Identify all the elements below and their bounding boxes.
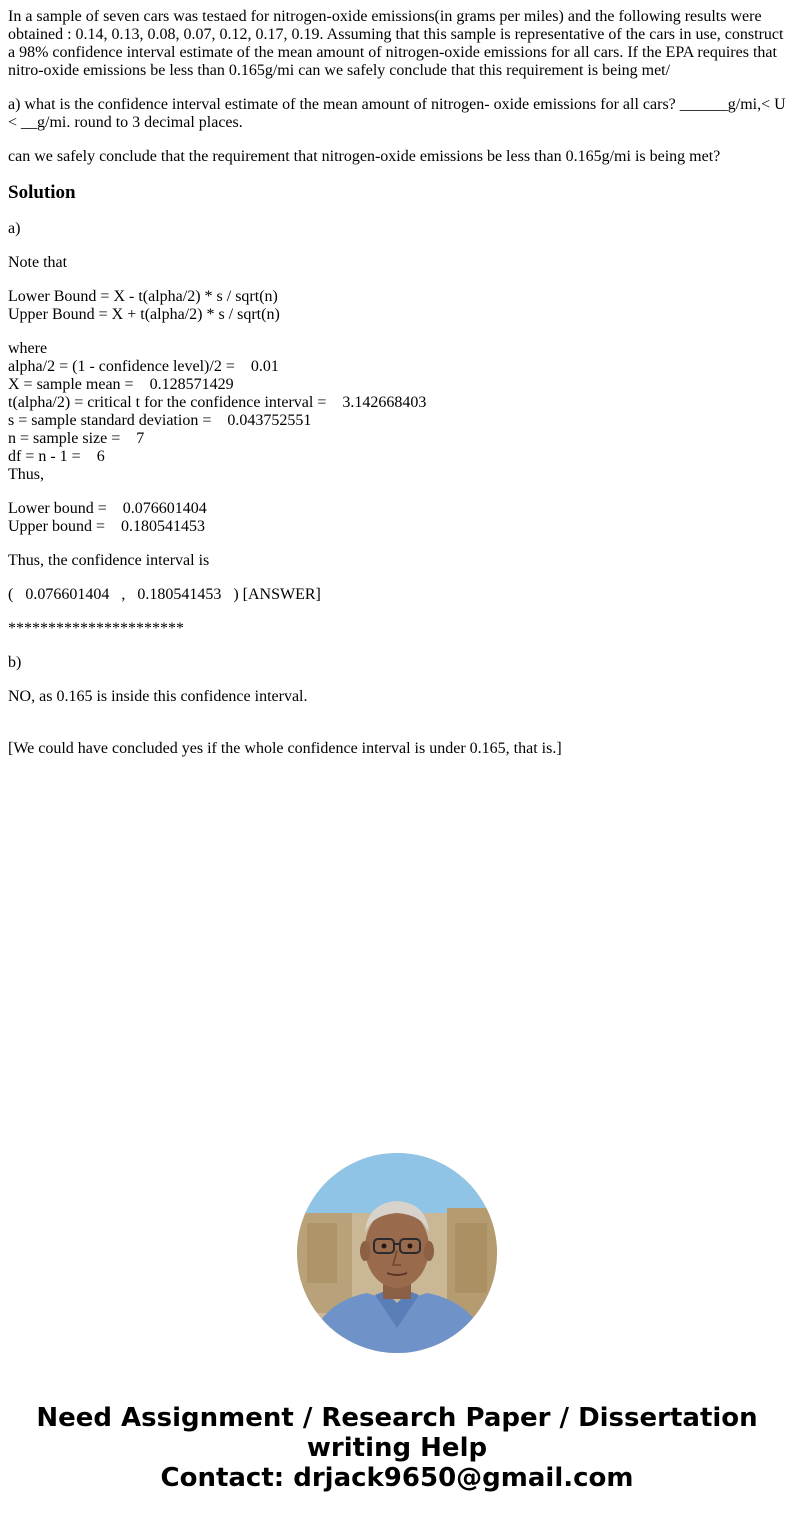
alpha-line: alpha/2 = (1 - confidence level)/2 = 0.01 <box>8 358 279 375</box>
promo-line-1: Need Assignment / Research Paper / Dissertation <box>36 1403 758 1433</box>
parameters-block <box>8 340 786 484</box>
spacer <box>8 722 786 740</box>
solution-note: Note that <box>8 254 68 271</box>
promo-line-2: writing Help <box>306 1433 488 1463</box>
promo-banner <box>0 1403 794 1493</box>
where-label: where <box>8 340 48 357</box>
solution-part-b-label: b) <box>8 654 22 671</box>
ci-answer: ( 0.076601404 , 0.180541453 ) [ANSWER] <box>8 586 321 603</box>
question-part-b: can we safely conclude that the requirement that nitrogen-oxide emissions be less than 0.165g/mi is being met? <box>8 148 721 165</box>
t-critical-line: t(alpha/2) = critical t for the confidence interval = 3.142668403 <box>8 394 427 411</box>
upper-bound-line: Upper bound = 0.180541453 <box>8 518 206 535</box>
question-intro: In a sample of seven cars was testaed for nitrogen-oxide emissions(in grams per miles) and the following results were obtained : 0.14, 0.13, 0.08, 0.07, 0.12, 0.17, 0.19. Assuming that this sample is representative of the cars in use, construct a 98% confidence interval estimate of the mean amount of nitrogen-oxide emissions for all cars. If the EPA requires that nitro-oxide emissions be less than 0.165g/mi can we safely conclude that this requirement is being met/ <box>8 8 784 79</box>
formula-block <box>8 288 786 324</box>
df-line: df = n - 1 = 6 <box>8 448 105 465</box>
document-body <box>8 8 786 774</box>
bounds-block <box>8 500 786 536</box>
author-portrait-image <box>297 1153 497 1353</box>
solution-note-b: [We could have concluded yes if the whole confidence interval is under 0.165, that is.] <box>8 740 562 757</box>
avatar <box>297 1153 497 1353</box>
solution-part-a-label: a) <box>8 220 21 237</box>
solution-part-b-answer: NO, as 0.165 is inside this confidence interval. <box>8 688 308 705</box>
formula-lower: Lower Bound = X - t(alpha/2) * s / sqrt(n) <box>8 288 278 305</box>
ci-intro: Thus, the confidence interval is <box>8 552 210 569</box>
promo-contact: Contact: drjack9650@gmail.com <box>160 1463 634 1493</box>
separator: ********************** <box>8 620 184 637</box>
mean-line: X = sample mean = 0.128571429 <box>8 376 234 393</box>
thus-line: Thus, <box>8 466 44 483</box>
solution-heading: Solution <box>8 182 76 203</box>
question-part-a: a) what is the confidence interval estimate of the mean amount of nitrogen- oxide emissions for all cars? ______g/mi,< U < __g/mi. round to 3 decimal places. <box>8 96 786 131</box>
sd-line: s = sample standard deviation = 0.043752551 <box>8 412 312 429</box>
formula-upper: Upper Bound = X + t(alpha/2) * s / sqrt(n) <box>8 306 280 323</box>
n-line: n = sample size = 7 <box>8 430 145 447</box>
lower-bound-line: Lower bound = 0.076601404 <box>8 500 207 517</box>
